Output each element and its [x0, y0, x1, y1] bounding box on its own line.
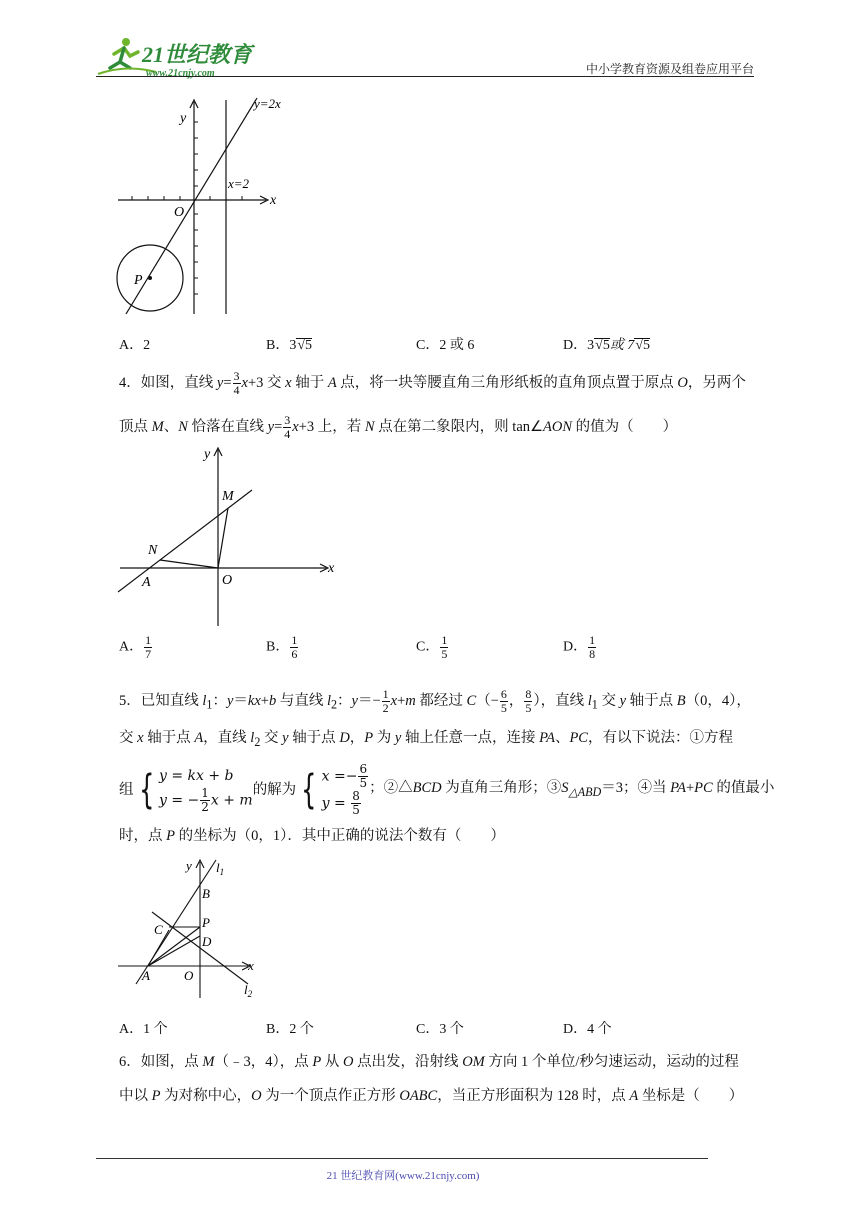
fig5-p-label: P — [202, 915, 210, 930]
fig3-vline-label: x=2 — [228, 176, 250, 191]
q4-option-c: C． $\frac{1}{5}$ — [416, 633, 448, 661]
header-divider — [96, 76, 754, 77]
q5-line4: 时，点 P 的坐标为（0，1）．其中正确的说法个数有（ ） — [119, 828, 505, 844]
fig4-x-label: x — [328, 561, 335, 576]
q3-option-b: B．3√5 — [266, 338, 313, 353]
logo-url: www.21cnjy.com — [146, 68, 215, 79]
q5-option-d: D．4 个 — [563, 1022, 612, 1037]
fig5-c-label: C — [154, 922, 163, 937]
fig4-m-label: M — [222, 489, 234, 504]
fig4-o-label: O — [222, 573, 233, 588]
q6-line2: 中以 P 为对称中心，O 为一个顶点作正方形 OABC，当正方形面积为 128 时，点 A 坐标是（ ） — [119, 1088, 744, 1104]
q4-option-a: A． $\frac{1}{7}$ — [119, 633, 152, 661]
fig3-line-y2x — [126, 98, 257, 314]
q5-option-b: B．2 个 — [266, 1022, 314, 1037]
figure-q5 — [112, 856, 272, 1002]
fig4-segment-on — [160, 560, 218, 568]
fig3-p-label: P — [134, 273, 143, 288]
fig5-l1-label: $l_1$ — [216, 860, 225, 877]
q5-line3: 组 { y = kx + b y = − $\frac{1}{2}$ x + m的解为 { x =− $\frac{6}{5}$ y = $\frac{8}{5}$ ；②△BCD 为直角三角形；$③S_{\triangle ABD}=3$；④当 PA+PC 的值最小 — [119, 761, 775, 817]
q4-option-d: D． $\frac{1}{8}$ — [563, 633, 596, 661]
figure-q3 — [110, 92, 300, 322]
q6-line1: 6．如图，点 M（﹣3，4），点 P 从 O 点出发，沿射线 OM 方向 1 个单位/秒匀速运动，运动的过程 — [119, 1054, 739, 1070]
q3-option-d: D．3√5或 7√5 — [563, 338, 650, 353]
q3-option-a: A．2 — [119, 338, 151, 353]
q5-option-c: C．3 个 — [416, 1022, 464, 1037]
logo-text: 21世纪教育 — [142, 42, 253, 67]
footer-divider — [96, 1158, 708, 1159]
fig3-line-label: y=2x — [254, 96, 281, 111]
figure-q4 — [112, 444, 342, 630]
footer-link[interactable]: 21 世纪教育网(www.21cnjy.com) — [326, 1170, 480, 1182]
fig4-a-label: A — [142, 575, 151, 590]
q5-option-a: A．1 个 — [119, 1022, 168, 1037]
fig3-x-label: x — [270, 193, 277, 208]
fig4-segment-om — [218, 508, 228, 568]
fig5-b-label: B — [202, 886, 210, 901]
q4-option-b: B． $\frac{1}{6}$ — [266, 633, 298, 661]
fig5-x-label: x — [248, 958, 254, 973]
fig5-y-label: y — [186, 858, 192, 873]
fig3-point-p — [148, 276, 152, 280]
fig3-y-label: y — [180, 111, 187, 126]
q4-line1: 4．如图，直线 y= $\frac{3}{4}$ x+3 交 x 轴于 A 点，将一块等腰直角三角形纸板的直角顶点置于原点 O，另两个 — [119, 369, 746, 397]
fig5-segment-ad — [148, 936, 200, 966]
header-platform-text: 中小学教育资源及组卷应用平台 — [585, 62, 754, 76]
fig4-n-label: N — [148, 543, 158, 558]
q5-line2: 交 x 轴于点 A，直线 $l_2$ 交 y 轴于点 D，P 为 y 轴上任意一点，连接 PA、PC，有以下说法：①方程 — [119, 730, 733, 749]
fig3-origin-label: O — [174, 205, 185, 220]
fig4-y-label: y — [204, 447, 211, 462]
q5-line1: 5．已知直线 $l_1$：y＝kx+b 与直线 $l_2$：y＝− $\frac{1}{2}$ x+m 都经过 C（− $\frac{6}{5}$ ， $\frac{8}{5}$ ），直线 $l_1$ 交 y 轴于点 B（0，4）， — [119, 687, 751, 715]
site-logo — [96, 34, 256, 80]
fig5-l2-label: $l_2$ — [244, 982, 253, 999]
q4-line2: 顶点 M、N 恰落在直线 y= $\frac{3}{4}$ x+3 上，若 N 点在第二象限内，则 tan∠AON 的值为（ ） — [119, 413, 678, 441]
fig5-a-label: A — [142, 968, 150, 983]
fig5-o-label: O — [184, 968, 194, 983]
q3-option-c: C．2 或 6 — [416, 338, 475, 353]
fig5-d-label: D — [202, 934, 212, 949]
